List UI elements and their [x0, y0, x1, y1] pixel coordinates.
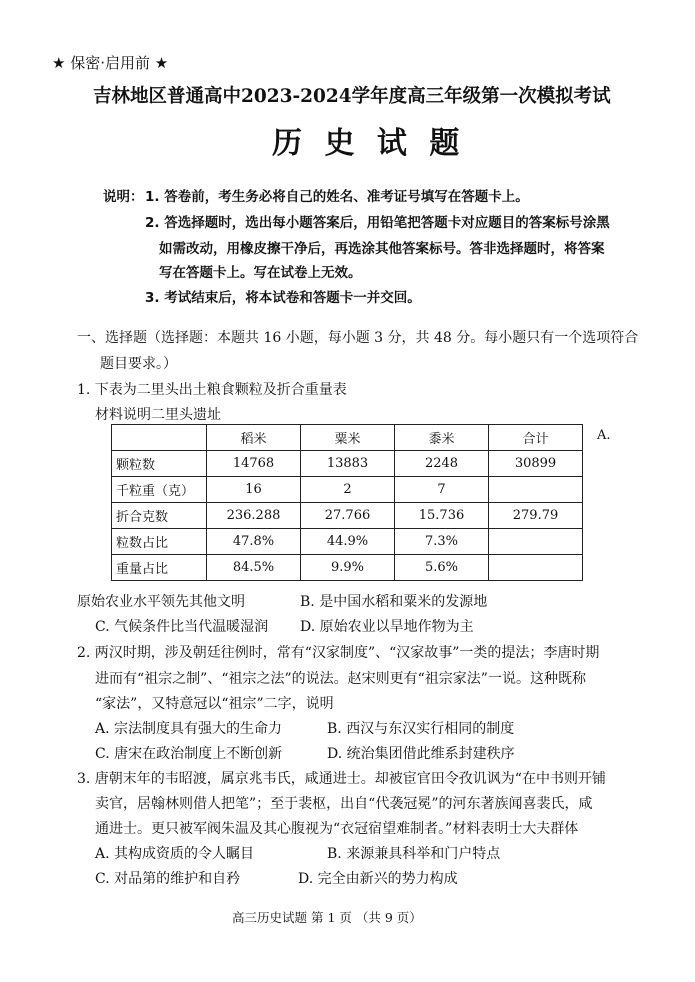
table-cell: 84.5% — [207, 555, 301, 581]
table-cell: 44.9% — [301, 529, 395, 555]
table-cell: 5.6% — [395, 555, 489, 581]
q3-option-a: A. 其构成资质的令人瞩目 — [95, 846, 255, 862]
table-header: 稻米 — [207, 425, 301, 451]
table-cell: 粒数占比 — [112, 529, 207, 555]
table-row — [112, 477, 583, 503]
table-cell: 13883 — [301, 451, 395, 477]
q2-option-b: B. 西汉与东汉实行相同的制度 — [327, 721, 515, 737]
table-cell — [489, 477, 583, 503]
q3-option-c: C. 对品第的维护和自矜 — [95, 871, 241, 887]
table-row — [112, 529, 583, 555]
q3-option-d: D. 完全由新兴的势力构成 — [298, 871, 458, 887]
table-header: 粟米 — [301, 425, 395, 451]
table-header — [112, 425, 207, 451]
note-2-cont: 如需改动，用橡皮擦干净后，再选涂其他答案标号。答非选择题时，将答案 — [159, 241, 605, 257]
q3-stem-cont2: 通进士。更只被军阀朱温及其心腹视为“衣冠宿望难制者。”材料表明士大夫群体 — [95, 821, 579, 837]
note-1: 1. 答卷前，考生务必将自己的姓名、准考证号填写在答题卡上。 — [145, 189, 529, 205]
page-footer: 高三历史试题 第 1 页 （共 9 页） — [232, 910, 422, 925]
q3-option-b: B. 来源兼具科举和门户特点 — [327, 846, 501, 862]
confidential-mark: ★ 保密·启用前 ★ — [52, 54, 169, 72]
q1-option-d: D. 原始农业以旱地作物为主 — [300, 619, 474, 635]
table-cell: 7 — [395, 477, 489, 503]
subject-title: 历 史 试 题 — [272, 126, 466, 161]
table-cell: 27.766 — [301, 503, 395, 529]
table-cell: 7.3% — [395, 529, 489, 555]
table-cell: 折合克数 — [112, 503, 207, 529]
q1-option-a: 原始农业水平领先其他文明 — [77, 594, 245, 610]
note-3: 3. 考试结束后，将本试卷和答题卡一并交回。 — [145, 290, 421, 306]
exam-title: 吉林地区普通高中2023-2024学年度高三年级第一次模拟考试 — [93, 86, 611, 107]
table-cell — [489, 555, 583, 581]
table-cell: 236.288 — [207, 503, 301, 529]
q2-stem-cont2: “家法”，又特意冠以“祖宗”二字，说明 — [95, 696, 334, 712]
table-cell: 279.79 — [489, 503, 583, 529]
note-2-cont2: 写在答题卡上。写在试卷上无效。 — [159, 265, 362, 281]
table-cell: 颗粒数 — [112, 451, 207, 477]
table-cell: 15.736 — [395, 503, 489, 529]
table-cell: 2 — [301, 477, 395, 503]
table-row — [112, 555, 583, 581]
q3-stem-cont: 卖官，居翰林则借人把笔”；至于裴枢，出自“代袭冠冕”的河东著族闻喜裴氏，咸 — [95, 796, 593, 812]
table-cell: 14768 — [207, 451, 301, 477]
note-2: 2. 答选择题时，选出每小题答案后，用铅笔把答题卡对应题目的答案标号涂黑 — [145, 215, 610, 231]
grain-table — [111, 424, 583, 581]
q1-source: 材料说明二里头遗址 — [95, 407, 221, 423]
table-cell: 千粒重（克） — [112, 477, 207, 503]
notes-label: 说明： — [103, 189, 144, 205]
q1-option-b: B. 是中国水稻和粟米的发源地 — [300, 594, 488, 610]
q1-option-a-marker: A. — [597, 428, 611, 443]
table-row — [112, 451, 583, 477]
table-cell — [489, 529, 583, 555]
table-header: 合计 — [489, 425, 583, 451]
section-heading-cont: 题目要求。） — [100, 356, 177, 372]
q2-stem: 2. 两汉时期，涉及朝廷往例时，常有“汉家制度”、“汉家故事”一类的提法；李唐时期 — [77, 645, 600, 661]
q1-stem: 1. 下表为二里头出土粮食颗粒及折合重量表 — [77, 382, 347, 398]
table-cell: 30899 — [489, 451, 583, 477]
q1-option-c: C. 气候条件比当代温暖湿润 — [95, 619, 269, 635]
table-cell: 9.9% — [301, 555, 395, 581]
table-cell: 16 — [207, 477, 301, 503]
table-cell: 重量占比 — [112, 555, 207, 581]
section-heading: 一、选择题（选择题：本题共 16 小题，每小题 3 分，共 48 分。每小题只有一个选项符合 — [77, 330, 639, 346]
table-header: 黍米 — [395, 425, 489, 451]
table-header-row — [112, 425, 583, 451]
q2-stem-cont: 进而有“祖宗之制”、“祖宗之法”的说法。赵宋则更有“祖宗家法”一说。这种既称 — [95, 671, 586, 687]
table-row — [112, 503, 583, 529]
table-cell: 47.8% — [207, 529, 301, 555]
q2-option-d: D. 统治集团借此维系封建秩序 — [327, 746, 515, 762]
q2-option-c: C. 唐宋在政治制度上不断创新 — [95, 746, 283, 762]
table-cell: 2248 — [395, 451, 489, 477]
q3-stem: 3. 唐朝末年的韦昭渡，属京兆韦氏，咸通进士。却被宦官田令孜讥讽为“在中书则开铺 — [77, 771, 606, 787]
q2-option-a: A. 宗法制度具有强大的生命力 — [95, 721, 283, 737]
